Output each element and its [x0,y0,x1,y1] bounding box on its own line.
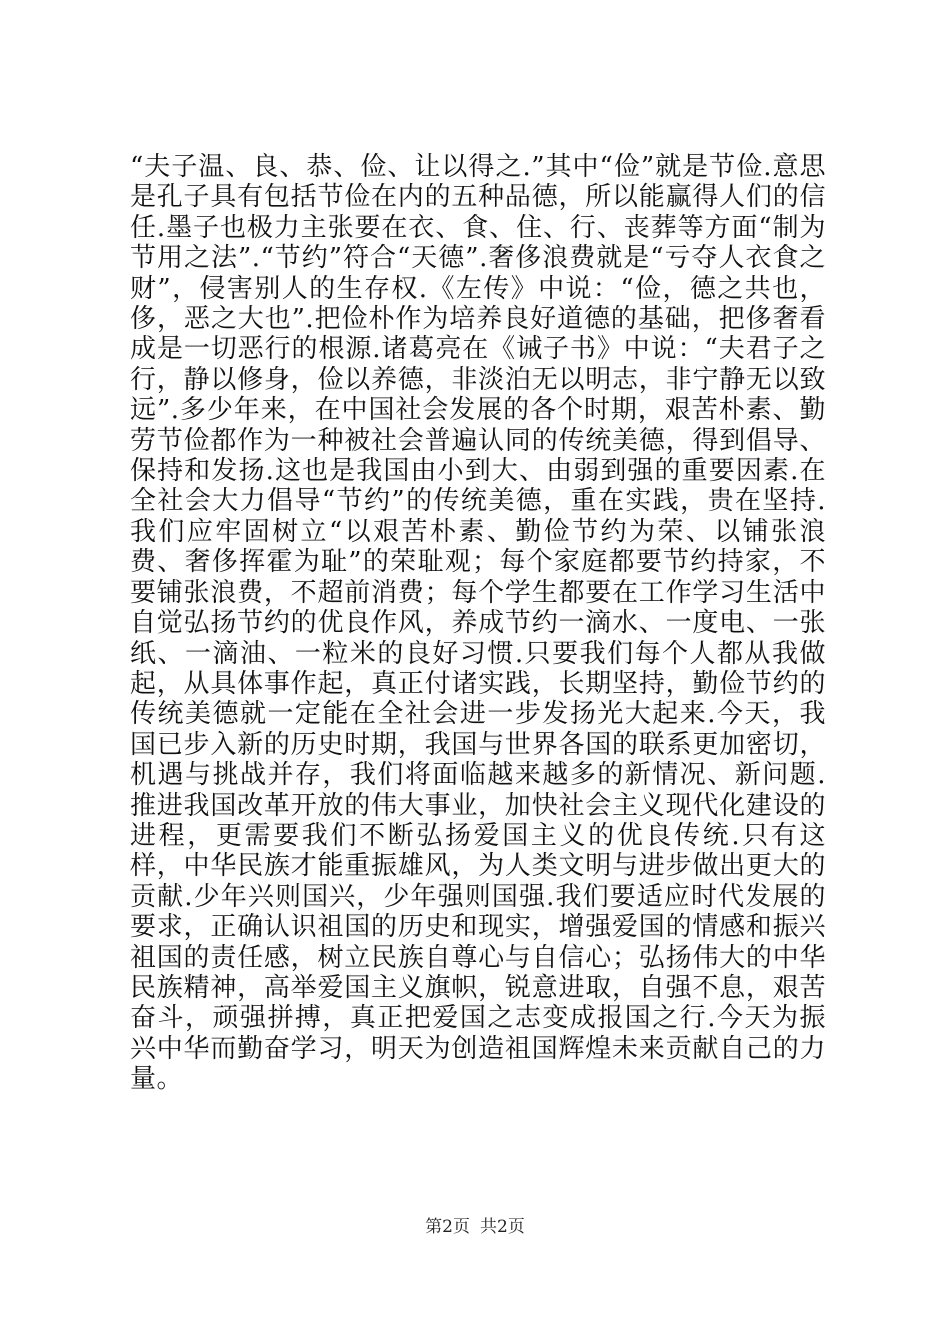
page-footer [0,1212,950,1237]
page-total: 共2页 [480,1217,525,1237]
page-number: 第2页 [425,1217,470,1237]
body-paragraph: “夫子温、良、恭、俭、让以得之.”其中“俭”就是节俭.意思是孔子具有包括节俭在内的五种品德，所以能赢得人们的信任.墨子也极力主张要在衣、食、住、行、丧葬等方面“制为节用之法”.“节约”符合“天德”.奢侈浪费就是“亏夺人衣食之财”，侵害别人的生存权.《左传》中说：“俭，德之共也，侈，恶之大也”.把俭朴作为培养良好道德的基础，把侈奢看成是一切恶行的根源.诸葛亮在《诫子书》中说：“夫君子之行，静以修身，俭以养德，非淡泊无以明志，非宁静无以致远”.多少年来，在中国社会发展的各个时期，艰苦朴素、勤劳节俭都作为一种被社会普遍认同的传统美德，得到倡导、保持和发扬.这也是我国由小到大、由弱到强的重要因素.在全社会大力倡导“节约”的传统美德，重在实践，贵在坚持.我们应牢固树立“以艰苦朴素、勤俭节约为荣、以铺张浪费、奢侈挥霍为耻”的荣耻观；每个家庭都要节约持家，不要铺张浪费，不超前消费；每个学生都要在工作学习生活中自觉弘扬节约的优良作风，养成节约一滴水、一度电、一张纸、一滴油、一粒米的良好习惯.只要我们每个人都从我做起，从具体事作起，真正付诸实践，长期坚持，勤俭节约的传统美德就一定能在全社会进一步发扬光大起来.今天，我国已步入新的历史时期，我国与世界各国的联系更加密切，机遇与挑战并存，我们将面临越来越多的新情况、新问题.推进我国改革开放的伟大事业，加快社会主义现代化建设的进程，更需要我们不断弘扬爱国主义的优良传统.只有这样，中华民族才能重振雄风，为人类文明与进步做出更大的贡献.少年兴则国兴，少年强则国强.我们要适应时代发展的要求，正确认识祖国的历史和现实，增强爱国的情感和振兴祖国的责任感，树立民族自尊心与自信心；弘扬伟大的中华民族精神，高举爱国主义旗帜，锐意进取，自强不息，艰苦奋斗，顽强拼搏，真正把爱国之志变成报国之行.今天为振兴中华而勤奋学习，明天为创造祖国辉煌未来贡献自己的力量。 [130,152,826,1095]
